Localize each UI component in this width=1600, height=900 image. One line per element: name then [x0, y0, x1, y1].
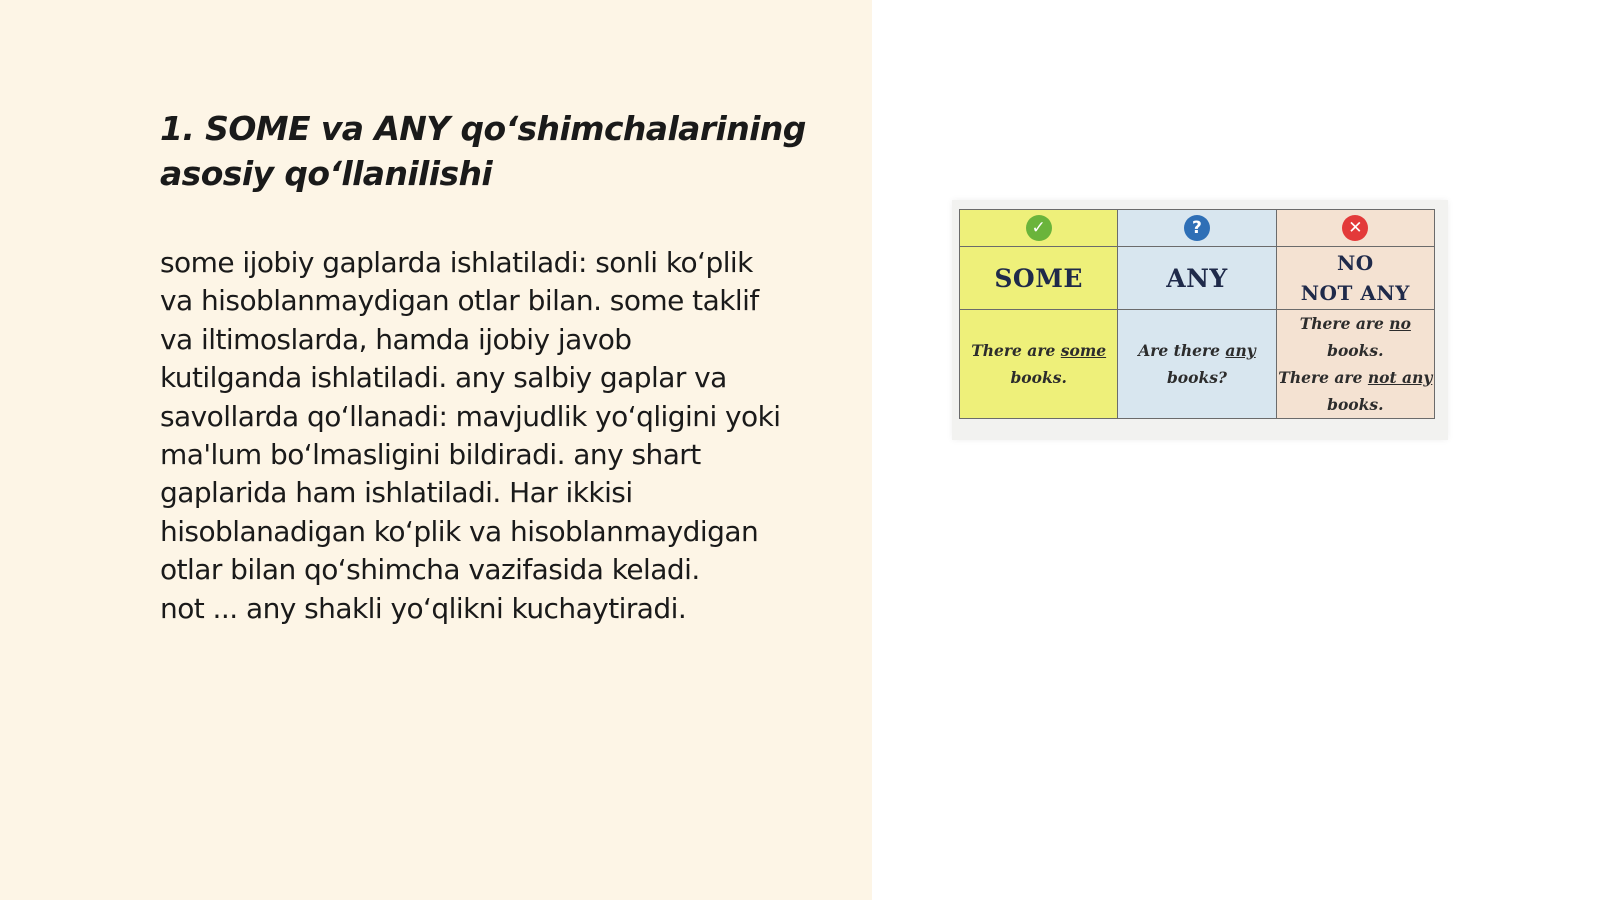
example-keyword: some [1060, 341, 1107, 360]
no-example [1276, 310, 1434, 419]
body-line: savollarda qo‘llanadi: mavjudlik yo‘qligini yoki [160, 399, 781, 433]
heading-row [960, 247, 1435, 310]
example-row [960, 310, 1435, 419]
example-keyword: any [1225, 341, 1256, 360]
example-line: books. [1327, 341, 1384, 360]
example-keyword: no [1389, 314, 1411, 333]
body-line: not ... any shakli yo‘qlikni kuchaytiradi. [160, 591, 687, 625]
body-line: otlar bilan qo‘shimcha vazifasida keladi. [160, 553, 700, 587]
check-icon: ✓ [1026, 215, 1052, 241]
example-line: books. [1327, 395, 1384, 414]
body-line: va iltimoslarda, hamda ijobiy javob [160, 322, 632, 356]
some-example [960, 310, 1118, 419]
body-line: some ijobiy gaplarda ishlatiladi: sonli ko‘plik [160, 246, 753, 279]
cross-icon: ✕ [1342, 215, 1368, 241]
any-example [1118, 310, 1276, 419]
no-heading [1276, 247, 1434, 310]
example-text: There are [1278, 368, 1368, 387]
example-line: books. [1010, 368, 1067, 387]
some-any-grammar-image [952, 200, 1448, 440]
some-heading: SOME [960, 247, 1118, 310]
no-icon-cell [1276, 210, 1434, 247]
some-icon-cell [960, 210, 1118, 247]
not-any-heading-line: NOT ANY [1300, 281, 1410, 305]
body-line: ma'lum bo‘lmasligini bildiradi. any shart [160, 438, 701, 472]
any-heading: ANY [1118, 247, 1276, 310]
no-heading-line: NO [1336, 251, 1374, 275]
slide-title: 1. SOME va ANY qo‘shimchalarining asosiy qo‘llanilishi [160, 109, 806, 193]
example-line [960, 337, 1117, 364]
any-icon-cell [1118, 210, 1276, 247]
example-line [1277, 310, 1434, 337]
slide-right-panel [872, 0, 1600, 900]
body-line: kutilganda ishlatiladi. any salbiy gaplar va [160, 361, 727, 395]
body-line: va hisoblanmaydigan otlar bilan. some taklif [160, 284, 759, 318]
example-line [1118, 337, 1275, 364]
body-line: hisoblanadigan ko‘plik va hisoblanmaydigan [160, 514, 759, 548]
example-keyword: not any [1367, 368, 1433, 387]
some-any-table [959, 209, 1435, 419]
body-line: gaplarida ham ishlatiladi. Har ikkisi [160, 476, 633, 510]
icon-row [960, 210, 1435, 247]
question-icon: ? [1184, 215, 1210, 241]
example-text: There are [971, 341, 1061, 360]
example-line [1277, 364, 1434, 391]
slide-body-text [160, 244, 850, 628]
example-text: There are [1299, 314, 1390, 333]
example-text: Are there [1138, 341, 1226, 360]
example-line: books? [1166, 368, 1228, 387]
